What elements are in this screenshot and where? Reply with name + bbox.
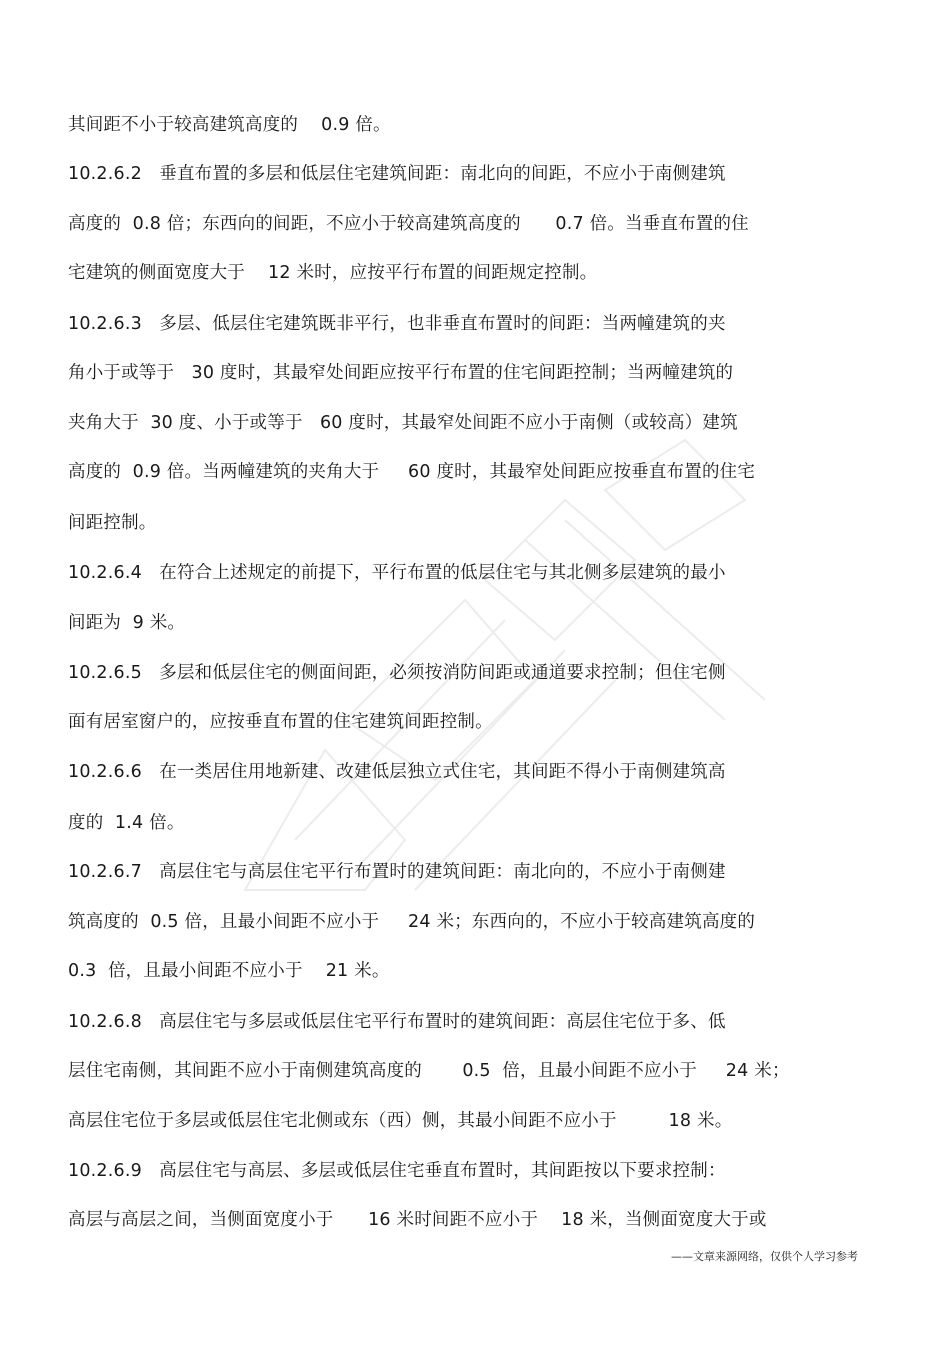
text-line: 高度的 0.9 倍。当两幢建筑的夹角大于 60 度时，其最窄处间距应按垂直布置的住宅 — [68, 462, 756, 482]
text-line: 0.3 倍，且最小间距不应小于 21 米。 — [68, 961, 390, 981]
text-line: 高度的 0.8 倍；东西向的间距，不应小于较高建筑高度的 0.7 倍。当垂直布置的住 — [68, 214, 749, 234]
text-line: 高层住宅位于多层或低层住宅北侧或东（西）侧，其最小间距不应小于 18 米。 — [68, 1111, 733, 1131]
text-line: 10.2.6.5 多层和低层住宅的侧面间距，必须按消防间距或通道要求控制；但住宅侧 — [68, 663, 726, 683]
text-line: 10.2.6.7 高层住宅与高层住宅平行布置时的建筑间距：南北向的，不应小于南侧建 — [68, 862, 726, 882]
text-line: 面有居室窗户的，应按垂直布置的住宅建筑间距控制。 — [68, 712, 493, 732]
text-line: 10.2.6.8 高层住宅与多层或低层住宅平行布置时的建筑间距：高层住宅位于多、低 — [68, 1012, 726, 1032]
text-line: 10.2.6.6 在一类居住用地新建、改建低层独立式住宅，其间距不得小于南侧建筑高 — [68, 762, 726, 782]
text-line: 度的 1.4 倍。 — [68, 813, 185, 833]
source-footer: ——文章来源网络，仅供个人学习参考 — [671, 1250, 858, 1263]
text-line: 宅建筑的侧面宽度大于 12 米时，应按平行布置的间距规定控制。 — [68, 263, 598, 283]
text-line: 层住宅南侧，其间距不应小于南侧建筑高度的 0.5 倍，且最小间距不应小于 24 米； — [68, 1061, 790, 1081]
text-line: 10.2.6.4 在符合上述规定的前提下，平行布置的低层住宅与其北侧多层建筑的最小 — [68, 563, 726, 583]
text-line: 间距为 9 米。 — [68, 613, 186, 633]
text-line: 10.2.6.3 多层、低层住宅建筑既非平行，也非垂直布置时的间距：当两幢建筑的夹 — [68, 314, 726, 334]
text-line: 筑高度的 0.5 倍，且最小间距不应小于 24 米；东西向的，不应小于较高建筑高度的 — [68, 912, 756, 932]
text-line: 夹角大于 30 度、小于或等于 60 度时，其最窄处间距不应小于南侧（或较高）建筑 — [68, 413, 738, 433]
text-line: 间距控制。 — [68, 513, 157, 533]
text-line: 10.2.6.2 垂直布置的多层和低层住宅建筑间距：南北向的间距，不应小于南侧建筑 — [68, 164, 726, 184]
text-line: 高层与高层之间，当侧面宽度小于 16 米时间距不应小于 18 米，当侧面宽度大于或 — [68, 1210, 767, 1230]
text-line: 其间距不小于较高建筑高度的 0.9 倍。 — [68, 115, 391, 135]
text-line: 10.2.6.9 高层住宅与高层、多层或低层住宅垂直布置时，其间距按以下要求控制： — [68, 1161, 726, 1181]
text-line: 角小于或等于 30 度时，其最窄处间距应按平行布置的住宅间距控制；当两幢建筑的 — [68, 363, 734, 383]
